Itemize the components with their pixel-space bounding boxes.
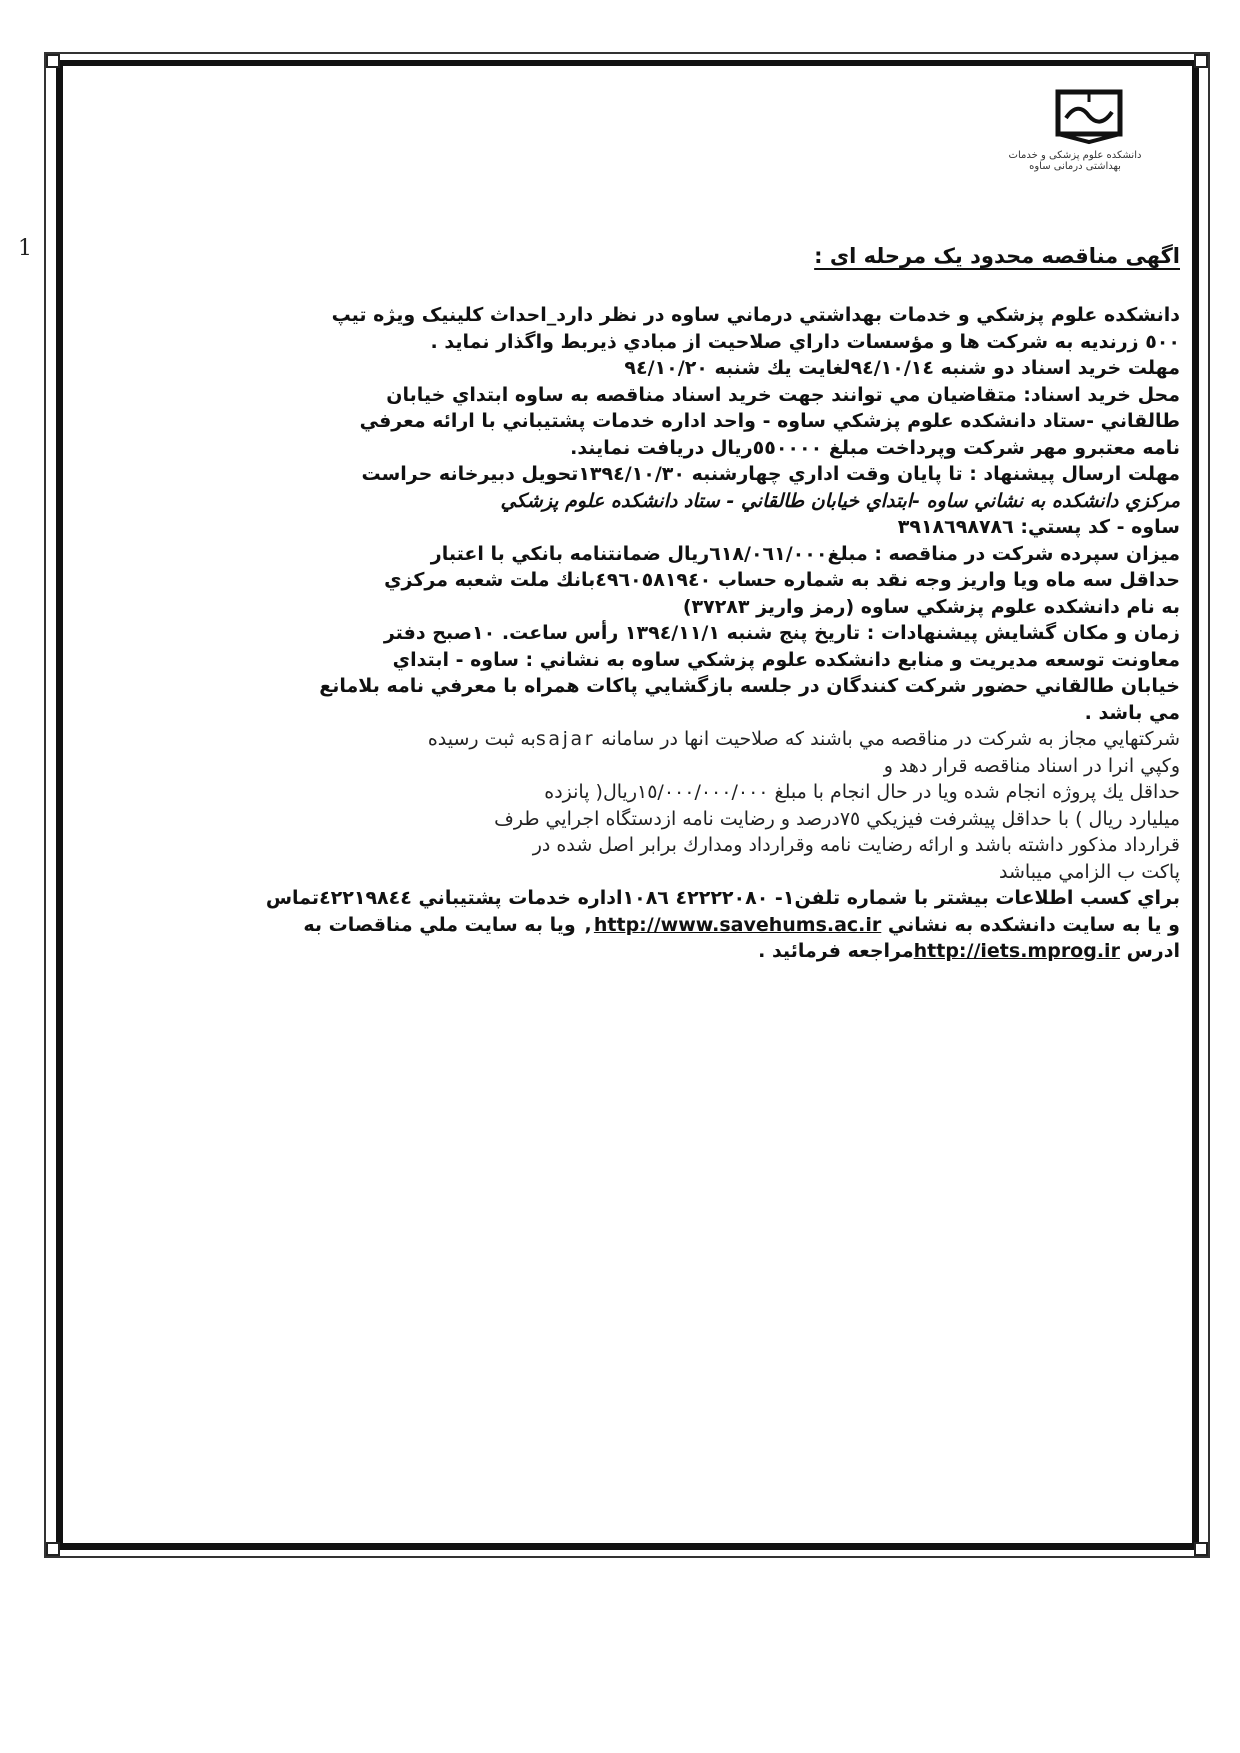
university-website-link[interactable]: http://www.savehums.ac.ir [593, 913, 882, 936]
logo-caption: دانشکده علوم پزشکی و خدمات بهداشتی درمانی ساوه [1008, 150, 1142, 172]
notice-body [84, 302, 1180, 965]
border-corner [46, 54, 60, 68]
border-corner [46, 1542, 60, 1556]
notice-line: نامه معتبرو مهر شركت وپرداخت مبلغ ٥٥٠٠٠٠ريال دريافت نمايند. [570, 436, 1180, 459]
notice-line: مهلت خريد اسناد دو شنبه ٩٤/١٠/١٤لغايت يك شنبه ٩٤/١٠/٢٠ [624, 357, 1180, 379]
notice-line: ميزان سپرده شركت در مناقصه : مبلغ٦١٨/٠٦١/٠٠٠ريال ضمانتنامه بانكي با اعتبار [430, 542, 1180, 565]
notice-line: مركزي دانشكده به نشاني ساوه -ابتداي خيابان طالقاني - ستاد دانشكده علوم پزشكي [500, 489, 1180, 512]
notice-line: مي باشد . [1084, 701, 1180, 724]
link-line-2-after: مراجعه فرمائيد . [758, 940, 914, 962]
border-corner [1194, 54, 1208, 68]
link-line-1-before: و يا به سايت دانشكده به نشاني [881, 913, 1180, 936]
notice-line: براي كسب اطلاعات بيشتر با شماره تلفن١- ٤٢٢٢٢٠٨٠ ١٠٨٦اداره خدمات پشتيباني ٤٢٢١٩٨٤٤تماس [265, 887, 1180, 909]
notice-line: به نام دانشكده علوم پزشكي ساوه (رمز واريز ٣٧٢٨٣) [682, 595, 1180, 618]
notice-line: حداقل سه ماه ويا واريز وجه نقد به شماره حساب ٤٩٦٠٥٨١٩٤٠بانك ملت شعبه مركزي [384, 569, 1180, 591]
border-corner [1194, 1542, 1208, 1556]
national-tender-site-link[interactable]: http://iets.mprog.ir [913, 940, 1120, 962]
notice-line: پاكت ب الزامي ميباشد [999, 860, 1180, 883]
notice-line: طالقاني -ستاد دانشكده علوم پزشكي ساوه - واحد اداره خدمات پشتيباني با ارائه معرفي [359, 410, 1180, 432]
notice-line-tender-site [84, 938, 1180, 965]
notice-line: حداقل يك پروژه انجام شده ويا در حال انجام با مبلغ ١٥/٠٠٠/٠٠٠/٠٠٠ريال( پانزده [544, 781, 1180, 803]
link-line-2-before: ادرس [1119, 940, 1180, 962]
notice-line: قرارداد مذكور داشته باشد و ارائه رضايت نامه وقرارداد ومدارك برابر اصل شده در [532, 834, 1180, 856]
link-line-1-after: , ويا به سايت ملي مناقصات به [303, 913, 594, 936]
notice-line: زمان و مكان گشايش پيشنهادات : تاريخ پنج شنبه ١٣٩٤/١١/١ رأس ساعت. ١٠صبح دفتر [383, 622, 1180, 644]
notice-title: اگهی مناقصه محدود یک مرحله ای : [814, 244, 1180, 268]
notice-line: مهلت ارسال پيشنهاد : تا پايان وقت اداري چهارشنبه ١٣٩٤/١٠/٣٠تحويل دبيرخانه حراست [361, 463, 1180, 485]
notice-line: ميليارد ريال ) با حداقل پيشرفت فيزيكي ٧٥درصد و رضايت نامه ازدستگاه اجرايي طرف [494, 807, 1180, 830]
notice-line: وكپي انرا در اسناد مناقصه قرار دهد و [883, 754, 1180, 777]
page-number: 1 [18, 236, 32, 261]
notice-line: شركتهايي مجاز به شركت در مناقصه مي باشند كه صلاحيت انها در سامانه sajarبه ثبت رسيده [427, 728, 1180, 750]
notice-line-website [84, 912, 1180, 939]
notice-line: معاونت توسعه مديريت و منابع دانشكده علوم پزشكي ساوه به نشاني : ساوه - ابتداي [392, 648, 1180, 671]
notice-line: خيابان طالقاني حضور شركت كنندگان در جلسه بازگشايي پاكات همراه با معرفي نامه بلامانع [319, 675, 1180, 697]
book-wave-logo-icon [1052, 88, 1126, 146]
notice-line: محل خريد اسناد: متقاضيان مي توانند جهت خريد اسناد مناقصه به ساوه ابتداي خيابان [386, 383, 1180, 406]
notice-line: ٥٠٠ زرنديه به شركت ها و مؤسسات داراي صلاحيت از مبادي ذيربط واگذار نمايد . [430, 330, 1180, 353]
notice-lines [84, 302, 1180, 912]
notice-line: ساوه - كد پستي: ٣٩١٨٦٩٨٧٨٦ [897, 516, 1180, 538]
notice-line: دانشكده علوم پزشكي و خدمات بهداشتي درماني ساوه در نظر دارد_احداث كلينيک ويژه تيپ [331, 304, 1180, 326]
